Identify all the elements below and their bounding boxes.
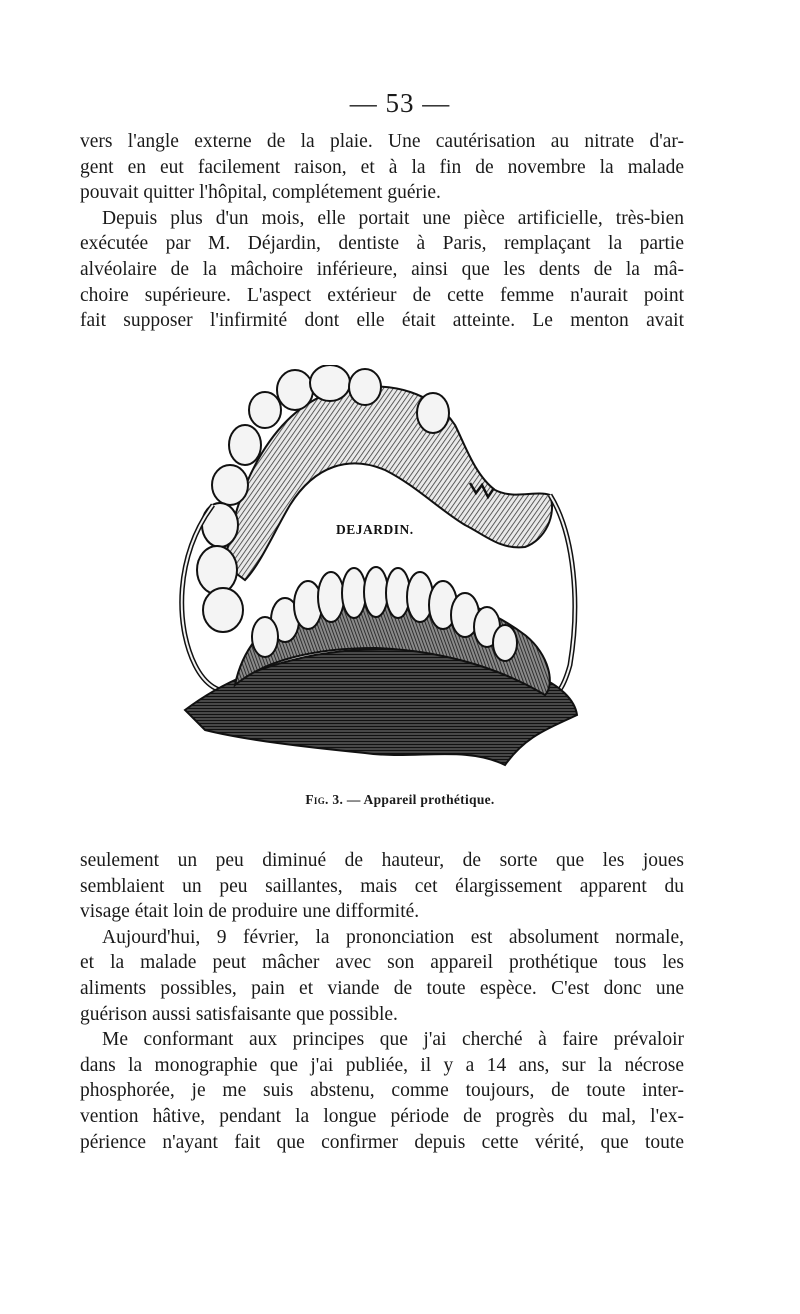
- bottom-text-block: [80, 848, 684, 1155]
- paragraph: [80, 848, 684, 925]
- figure-caption: [0, 792, 800, 808]
- paragraph: [80, 206, 684, 334]
- text-line: visage était loin de produire une difformité.: [80, 901, 420, 923]
- text-line: périence n'ayant fait que confirmer depuis cette vérité, que toute: [80, 1131, 684, 1153]
- text-line: semblaient un peu saillantes, mais cet élargissement apparent du: [80, 875, 684, 897]
- text-line: Me conformant aux principes que j'ai cherché à faire prévaloir: [102, 1029, 684, 1051]
- text-line: et la malade peut mâcher avec son appareil prothétique tous les: [80, 952, 684, 974]
- denture-illustration: [165, 365, 585, 775]
- text-line: gent en eut facilement raison, et à la fin de novembre la malade: [80, 156, 684, 178]
- text-line: exécutée par M. Déjardin, dentiste à Paris, remplaçant la partie: [80, 233, 684, 255]
- text-line: guérison aussi satisfaisante que possible.: [80, 1003, 398, 1025]
- page-number: — 53 —: [349, 88, 451, 118]
- text-line: Depuis plus d'un mois, elle portait une pièce artificielle, très-bien: [102, 207, 684, 229]
- text-line: phosphorée, je me suis abstenu, comme toujours, de toute inter-: [80, 1080, 684, 1102]
- paragraph: [80, 925, 684, 1027]
- text-line: dans la monographie que j'ai publiée, il y a 14 ans, sur la nécrose: [80, 1054, 684, 1076]
- figure-number: Fig. 3.: [305, 792, 344, 807]
- paragraph: [80, 129, 684, 206]
- top-text-block: [80, 129, 684, 334]
- engraved-maker-label: DEJARDIN.: [336, 522, 414, 537]
- text-line: Aujourd'hui, 9 février, la prononciation est absolument normale,: [102, 926, 684, 948]
- text-line: choire supérieure. L'aspect extérieur de cette femme n'aurait point: [80, 284, 684, 306]
- text-line: alvéolaire de la mâchoire inférieure, ainsi que les dents de la mâ-: [80, 258, 684, 280]
- text-line: aliments possibles, pain et viande de toute espèce. C'est donc une: [80, 977, 684, 999]
- paragraph: [80, 1027, 684, 1155]
- text-line: fait supposer l'infirmité dont elle était atteinte. Le menton avait: [80, 310, 684, 332]
- text-line: vers l'angle externe de la plaie. Une cautérisation au nitrate d'ar-: [80, 131, 684, 152]
- figure-caption-text: — Appareil prothétique.: [346, 792, 495, 807]
- text-line: seulement un peu diminué de hauteur, de sorte que les joues: [80, 850, 684, 871]
- text-line: pouvait quitter l'hôpital, complétement guérie.: [80, 182, 441, 204]
- text-line: vention hâtive, pendant la longue période de progrès du mal, l'ex-: [80, 1105, 684, 1127]
